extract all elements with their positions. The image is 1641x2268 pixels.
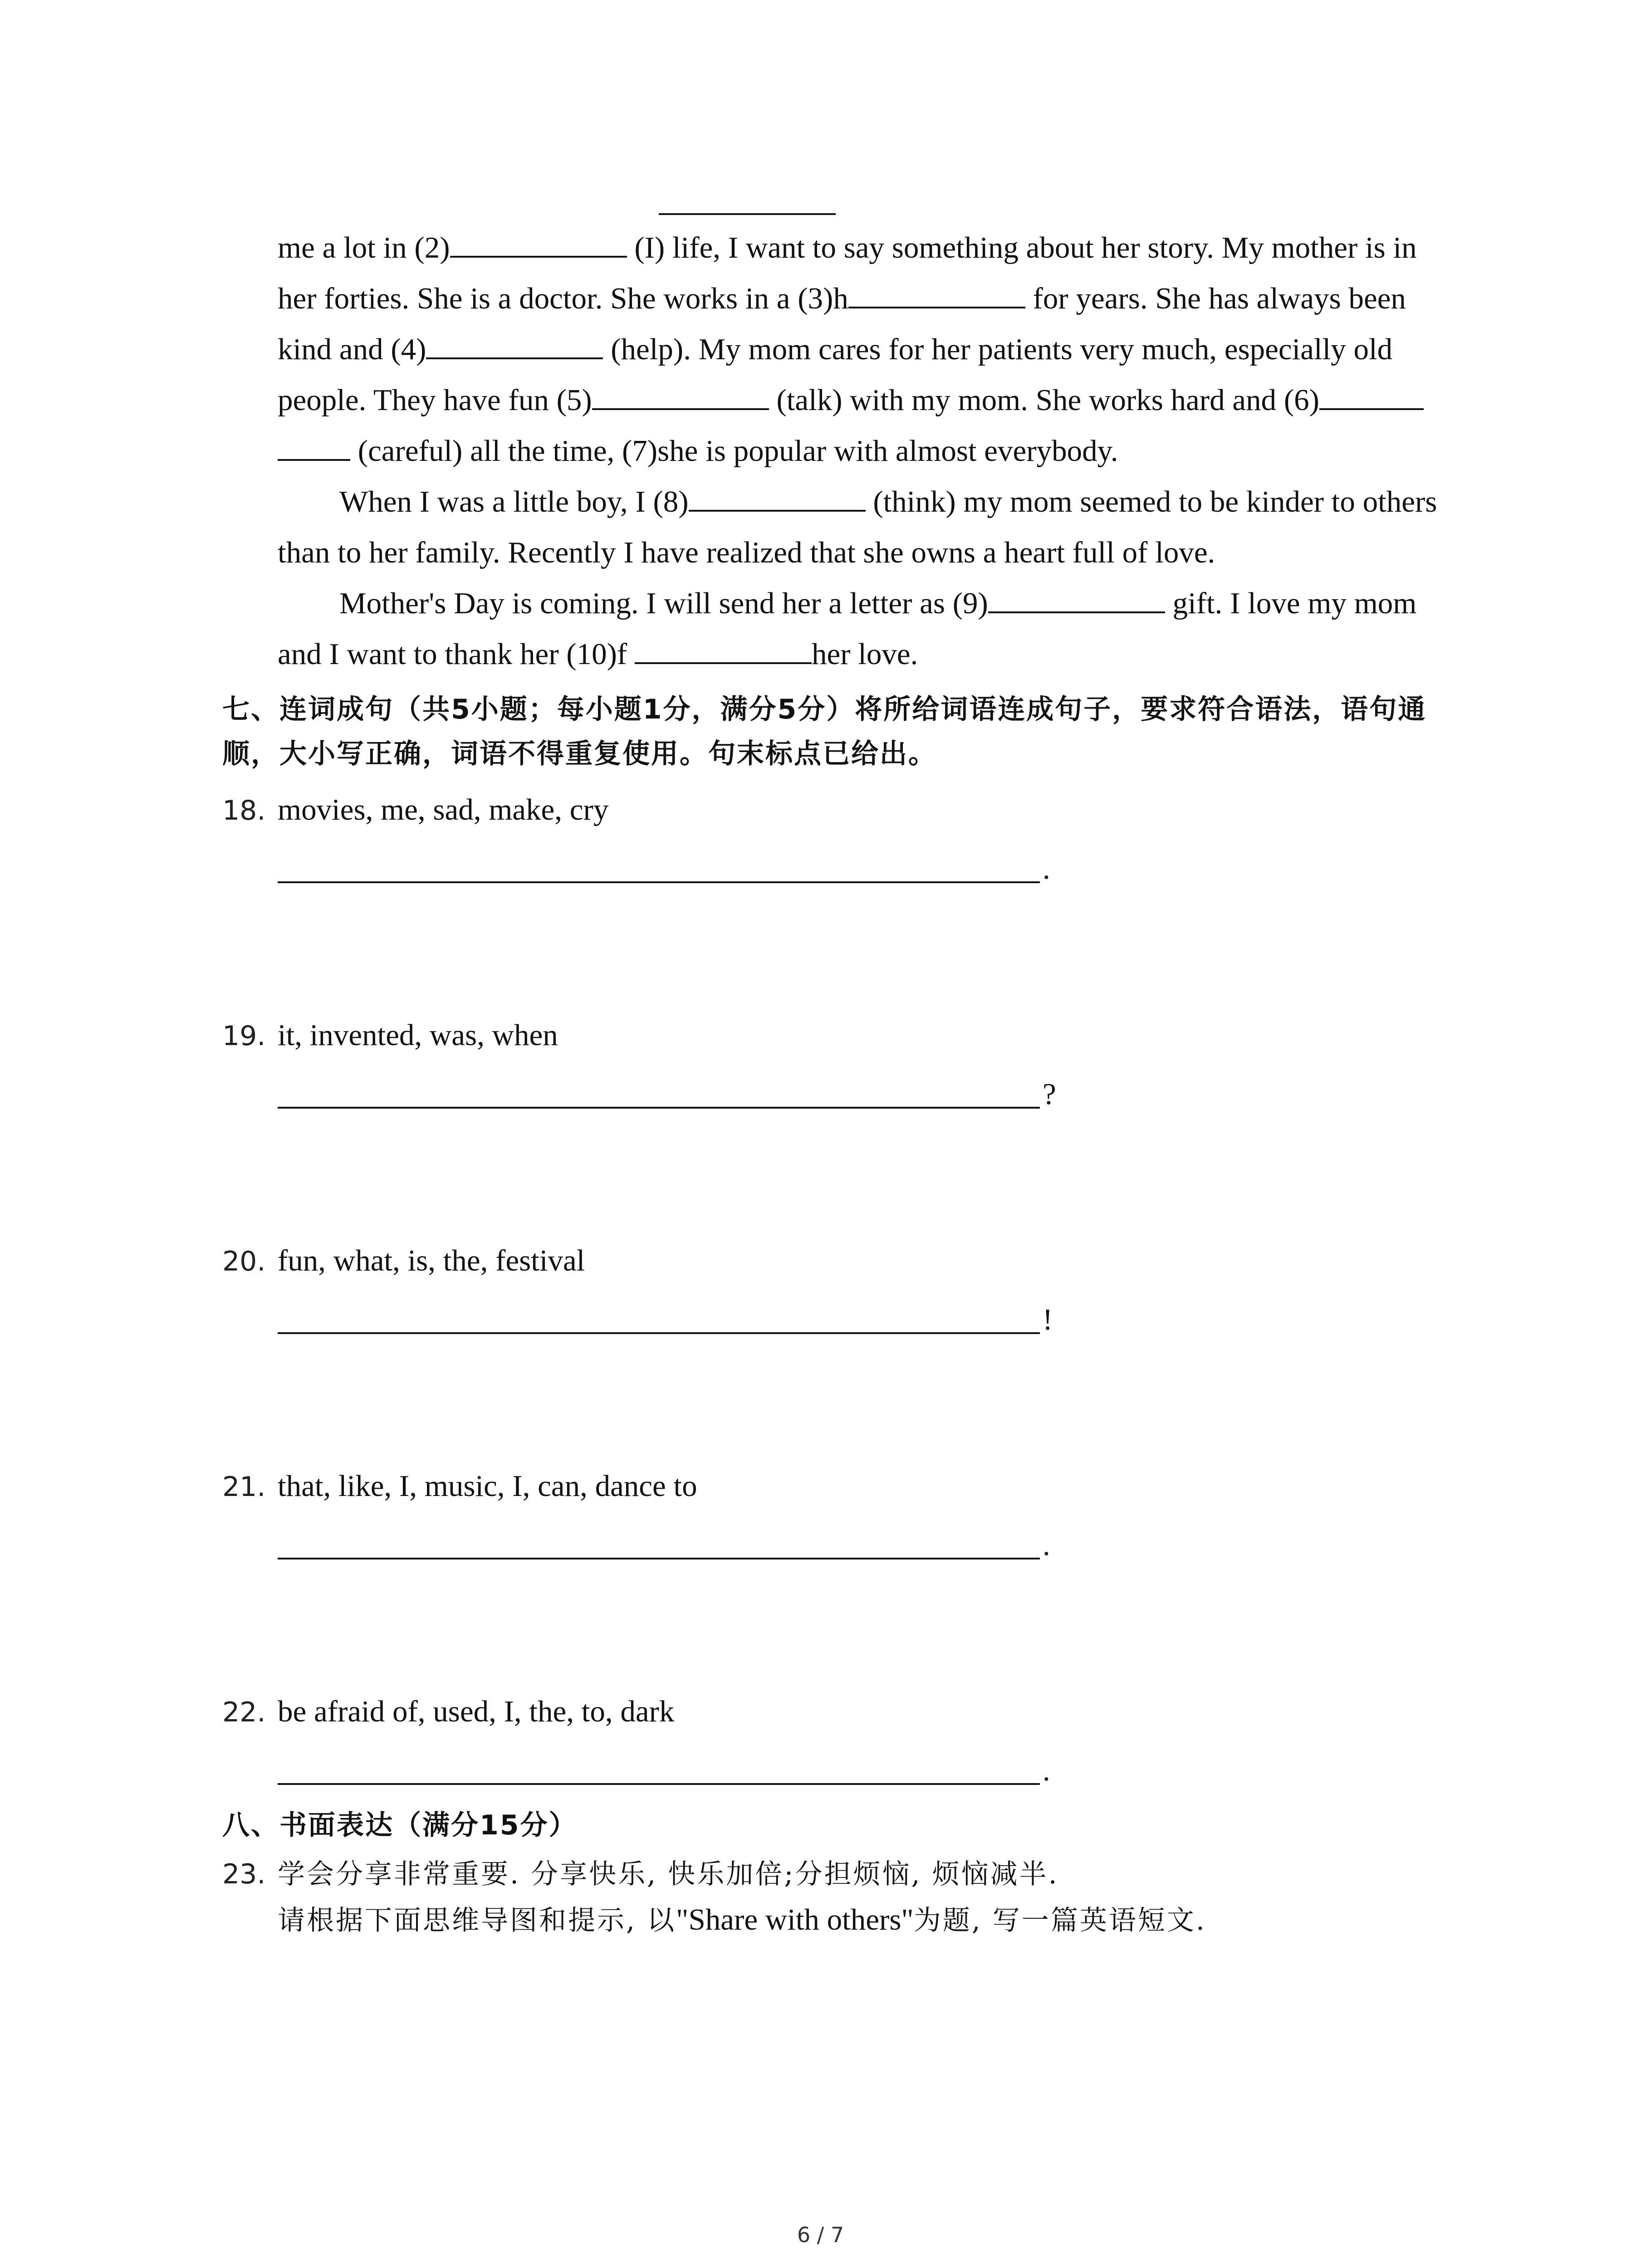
answer-blank-3[interactable]: [848, 278, 1025, 308]
question-instruction: 为题, 写一篇英语短文.: [913, 1905, 1206, 1936]
question-22: [222, 1689, 1447, 1793]
answer-underline: [278, 1332, 1040, 1334]
question-number: 20.: [222, 1246, 266, 1277]
question-words: fun, what, is, the, festival: [278, 1244, 585, 1277]
passage-text: (help). My mom cares for her patients very much, especially old: [603, 332, 1393, 366]
passage-line: [278, 273, 1457, 324]
question-number: 23.: [222, 1858, 266, 1890]
end-punctuation: ?: [1043, 1077, 1056, 1111]
passage-text: for years. She has always been: [1025, 282, 1406, 315]
passage-paragraph-3: [278, 578, 1457, 679]
passage-line: [278, 375, 1457, 425]
passage-text: me a lot in (2): [278, 231, 450, 264]
question-instruction: 请根据下面思维导图和提示, 以: [278, 1905, 676, 1936]
question-number: 21.: [222, 1471, 266, 1503]
end-punctuation: .: [1043, 1528, 1050, 1562]
answer-underline: [278, 1783, 1040, 1785]
essay-title: "Share with others": [676, 1903, 914, 1936]
passage-text: her love.: [812, 637, 918, 671]
passage-text: (careful) all the time, (7)she is popular with almost everybody.: [350, 434, 1118, 468]
end-punctuation: .: [1043, 852, 1050, 885]
passage-text: (talk) with my mom. She works hard and (6): [769, 383, 1319, 417]
answer-underline: [278, 881, 1040, 883]
section-7-heading: 七、连词成句（共5小题；每小题1分，满分5分）将所给词语连成句子，要求符合语法，语句通顺，大小写正确，词语不得重复使用。句末标点已给出。: [222, 694, 1427, 770]
passage-text: people. They have fun (5): [278, 383, 592, 417]
question-20: [222, 1238, 1447, 1342]
question-prompt: 学会分享非常重要. 分享快乐, 快乐加倍;分担烦恼, 烦恼减半.: [278, 1858, 1059, 1890]
passage-text: When I was a little boy, I (8): [339, 485, 689, 518]
answer-blank-2[interactable]: [450, 227, 627, 258]
answer-underline: [278, 1558, 1040, 1559]
answer-line[interactable]: [278, 846, 1447, 891]
cloze-passage: [278, 222, 1457, 679]
question-19: [222, 1012, 1447, 1117]
question-words: it, invented, was, when: [278, 1018, 558, 1052]
answer-line[interactable]: [278, 1297, 1447, 1342]
passage-text: (think) my mom seemed to be kinder to others than to her family. Recently I have realized that she owns a heart full of love.: [278, 485, 1437, 569]
answer-blank-9[interactable]: [988, 582, 1165, 613]
page-number: 6 / 7: [797, 2223, 844, 2247]
question-words: that, like, I, music, I, can, dance to: [278, 1469, 697, 1503]
answer-line[interactable]: [278, 1522, 1447, 1568]
answer-blank-6-cont[interactable]: [278, 430, 350, 461]
question-number: 19.: [222, 1020, 266, 1052]
section-8-heading: 八、书面表达（满分15分）: [222, 1809, 578, 1841]
question-23: [222, 1851, 1447, 1943]
passage-text: her forties. She is a doctor. She works in a (3)h: [278, 282, 848, 315]
answer-blank-8[interactable]: [689, 481, 866, 512]
passage-text: gift. I love my mom and I want to thank her (10)f: [278, 587, 1417, 671]
question-words: movies, me, sad, make, cry: [278, 793, 609, 826]
passage-text: Mother's Day is coming. I will send her a letter as (9): [339, 587, 988, 620]
answer-blank-1[interactable]: [659, 213, 836, 215]
answer-line[interactable]: [278, 1071, 1447, 1117]
answer-blank-4[interactable]: [426, 328, 603, 359]
passage-line: [278, 324, 1457, 375]
question-21: [222, 1463, 1447, 1568]
answer-blank-10[interactable]: [635, 633, 812, 664]
question-number: 22.: [222, 1696, 266, 1728]
end-punctuation: .: [1043, 1754, 1050, 1787]
answer-line[interactable]: [278, 1748, 1447, 1793]
passage-line: [278, 425, 1457, 476]
question-18: [222, 787, 1447, 891]
passage-paragraph-2: [278, 476, 1457, 578]
passage-text: (I) life, I want to say something about her story. My mother is in: [627, 231, 1417, 264]
answer-blank-6[interactable]: [1319, 379, 1424, 410]
passage-text: kind and (4): [278, 332, 426, 366]
end-punctuation: !: [1043, 1303, 1053, 1336]
question-number: 18.: [222, 795, 266, 826]
question-words: be afraid of, used, I, the, to, dark: [278, 1695, 675, 1728]
answer-underline: [278, 1107, 1040, 1109]
passage-line: [278, 222, 1457, 273]
answer-blank-5[interactable]: [592, 379, 769, 410]
